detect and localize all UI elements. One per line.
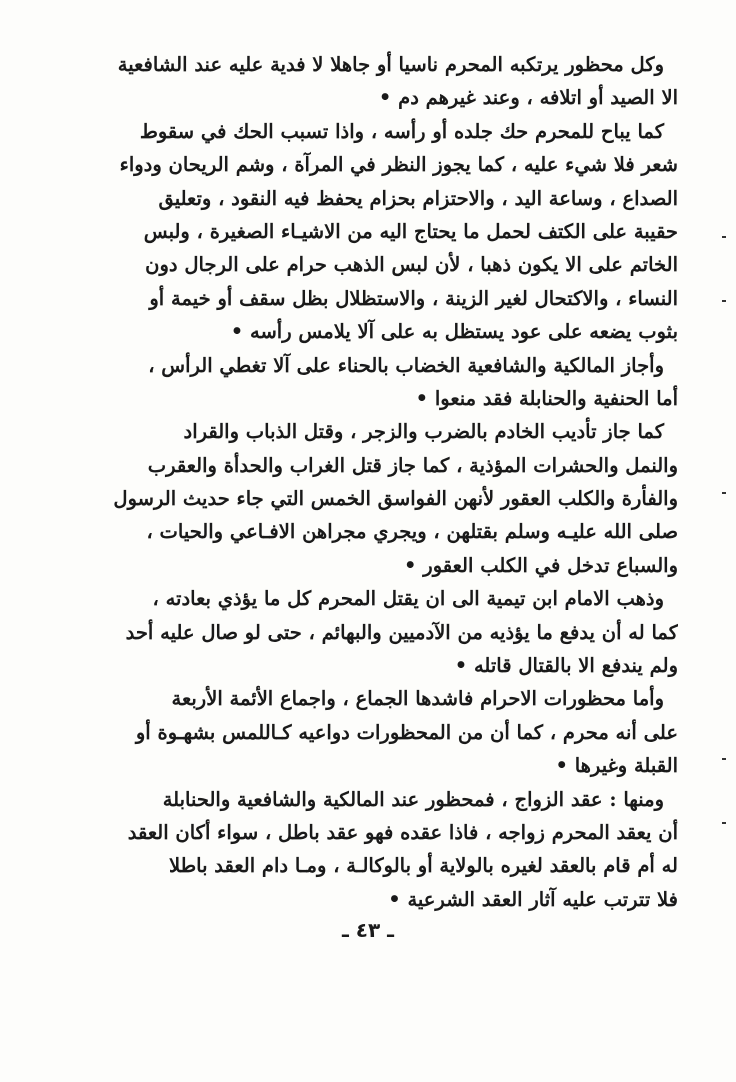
text-line: على أنه محرم ، كما أن من المحظورات دواعيه كـاللمس بشهـوة أو (135, 720, 678, 744)
scan-mark (722, 758, 726, 760)
text-line: أن يعقد المحرم زواجه ، فاذا عقده فهو عقد باطل ، سواء أكان العقد (127, 820, 678, 844)
text-line: أما الحنفية والحنابلة فقد منعوا • (415, 386, 678, 410)
text-line: النساء ، والاكتحال لغير الزينة ، والاستظلال بظل سقف أو خيمة أو (149, 286, 678, 310)
text-line: والنمل والحشرات المؤذية ، كما جاز قتل الغراب والحدأة والعقرب (147, 453, 678, 477)
text-line: كما يباح للمحرم حك جلده أو رأسه ، واذا تسبب الحك في سقوط (139, 119, 664, 143)
text-line: كما له أن يدفع ما يؤذيه من الآدميين والبهائم ، حتى لو صال عليه أحد (125, 620, 678, 644)
text-line: صلى الله عليـه وسلم بقتلهن ، ويجري مجراهن الافـاعي والحيات ، (146, 520, 678, 544)
text-line: الصداع ، وساعة اليد ، والاحتزام بحزام يحفظ فيه النقود ، وتعليق (158, 186, 678, 210)
text-line: فلا تترتب عليه آثار العقد الشرعية • (388, 887, 678, 911)
paragraph-2 (70, 115, 678, 349)
text-line: له أم قام بالعقد لغيره بالولاية أو بالوكالـة ، ومـا دام العقد باطلا (168, 854, 678, 878)
text-line: وأجاز المالكية والشافعية الخضاب بالحناء على آلا تغطي الرأس ، (148, 353, 664, 377)
page-number: ـ ٤٣ ـ (341, 918, 395, 942)
text-line: والفأرة والكلب العقور لأنهن الفواسق الخمس التي جاء حديث الرسول (113, 487, 678, 511)
text-line: شعر فلا شيء عليه ، كما يجوز النظر في المرآة ، وشم الريحان ودواء (119, 153, 678, 177)
paragraph-7 (70, 783, 678, 917)
text-line: بثوب يضعه على عود يستظل به على آلا يلامس رأسه • (230, 320, 678, 344)
text-line: القبلة وغيرها • (555, 754, 678, 778)
text-line: الخاتم على الا يكون ذهبا ، لأن لبس الذهب حرام على الرجال دون (145, 253, 678, 277)
text-line: وذهب الامام ابن تيمية الى ان يقتل المحرم كل ما يؤذي بعادته ، (152, 587, 664, 611)
text-line: ولم يندفع الا بالقتال قاتله • (454, 654, 678, 678)
scan-mark (722, 236, 726, 238)
paragraph-3 (70, 349, 678, 416)
text-line: الا الصيد أو اتلافه ، وعند غيرهم دم • (378, 86, 678, 110)
scan-mark (722, 492, 726, 494)
paragraph-5 (70, 582, 678, 682)
text-line: وكل محظور يرتكبه المحرم ناسيا أو جاهلا لا فدية عليه عند الشافعية (117, 53, 664, 76)
body-text (70, 48, 678, 916)
paragraph-4 (70, 415, 678, 582)
text-line: حقيبة على الكتف لحمل ما يحتاج اليه من الاشيـاء الصغيرة ، ولبس (143, 219, 678, 243)
scan-mark (722, 300, 726, 302)
text-line: كما جاز تأديب الخادم بالضرب والزجر ، وقتل الذباب والقراد (183, 420, 664, 444)
paragraph-1 (70, 48, 678, 115)
text-line: ومنها : عقد الزواج ، فمحظور عند المالكية والشافعية والحنابلة (162, 787, 664, 811)
scan-mark (722, 822, 726, 824)
paragraph-6 (70, 682, 678, 782)
text-line: والسباع تدخل في الكلب العقور • (404, 553, 678, 577)
text-line: وأما محظورات الاحرام فاشدها الجماع ، واجماع الأئمة الأربعة (171, 687, 664, 711)
